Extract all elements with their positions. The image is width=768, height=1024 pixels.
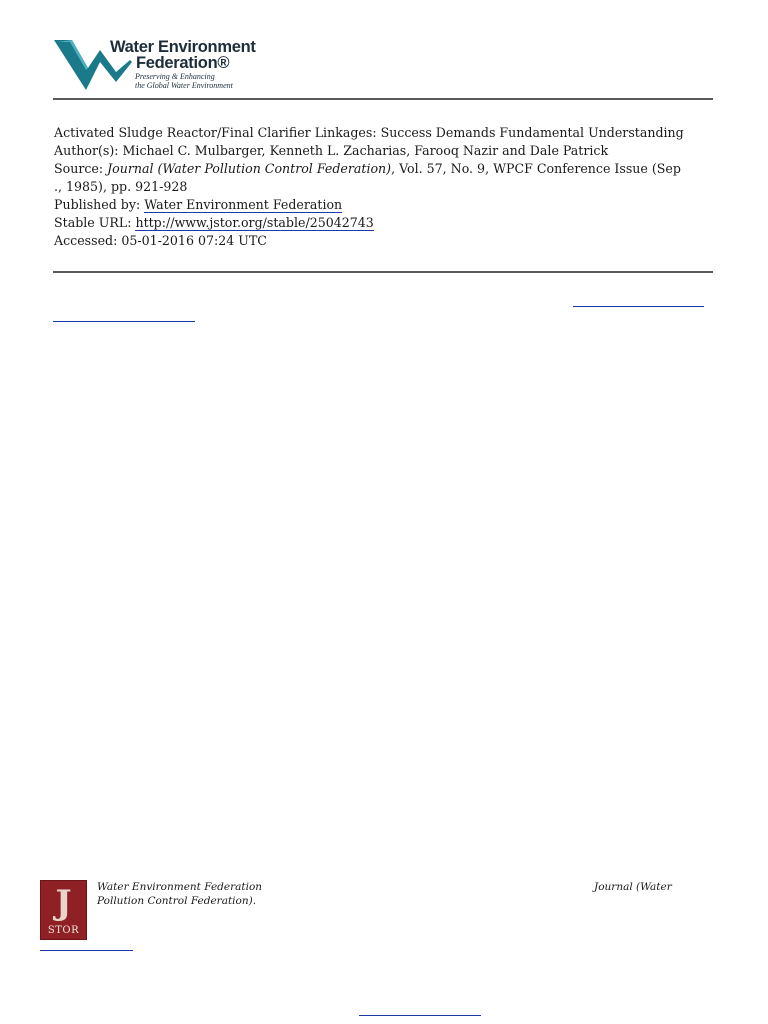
published-label: Published by: [54, 197, 145, 212]
top-divider [53, 98, 713, 100]
jstor-letter: J [55, 883, 72, 923]
terms-link[interactable] [573, 306, 704, 307]
source-journal: Journal (Water Pollution Control Federation) [107, 161, 392, 176]
article-source-cont: ., 1985), pp. 921-928 [54, 179, 188, 194]
citation-block [54, 124, 716, 250]
source-details: , Vol. 57, No. 9, WPCF Conference Issue (Sep [391, 161, 681, 176]
logo-tagline-line2: the Global Water Environment [135, 81, 233, 90]
jstor-logo [40, 880, 87, 940]
article-authors: Author(s): Michael C. Mulbarger, Kenneth L. Zacharias, Farooq Nazir and Dale Patrick [54, 143, 609, 158]
logo-tagline-line1: Preserving & Enhancing [135, 72, 215, 81]
published-by [54, 196, 716, 214]
publisher-link[interactable]: Water Environment Federation [144, 197, 343, 212]
logo-name-line1: Water Environment [110, 38, 256, 56]
logo-name-line2: Federation® [136, 54, 230, 72]
jstor-link[interactable] [40, 950, 133, 951]
jstor-wordmark: STOR [47, 925, 80, 936]
article-source [54, 160, 716, 178]
accessed-date: Accessed: 05-01-2016 07:24 UTC [54, 233, 267, 248]
publisher-logo [54, 38, 274, 94]
footer-journal-part1: Journal (Water [594, 881, 672, 893]
source-label: Source: [54, 161, 108, 176]
article-title: Activated Sludge Reactor/Final Clarifier Linkages: Success Demands Fundamental Understanding [54, 125, 684, 140]
terms-link-cont[interactable] [53, 321, 195, 322]
bottom-divider [53, 271, 713, 273]
stable-url-link[interactable]: http://www.jstor.org/stable/25042743 [135, 215, 374, 230]
stable-url-label: Stable URL: [54, 215, 136, 230]
footer-journal-part2: Pollution Control Federation). [97, 895, 257, 907]
stable-url [54, 214, 716, 232]
footer-publisher: Water Environment Federation [97, 881, 263, 893]
support-link[interactable] [359, 1015, 481, 1016]
